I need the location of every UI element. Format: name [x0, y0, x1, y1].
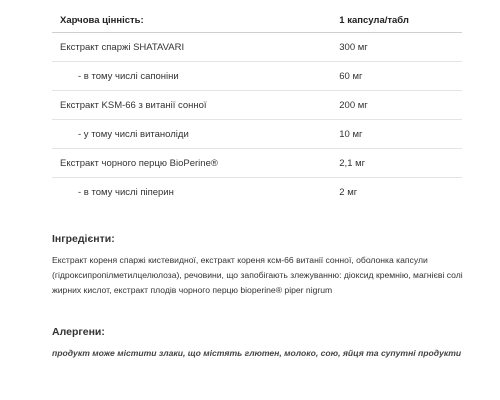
row-name: - в тому числі піперин [78, 186, 174, 198]
row-amount: 300 мг [339, 41, 368, 53]
nutrition-table-header [52, 8, 462, 33]
ingredients-text: Екстракт кореня спаржі кистевидної, екстракт кореня ксм-66 витанії сонної, оболонка капсули (гідроксипропілметилцелюлоза), речовини, що запобігають злежуванню: діоксид кремнію, магнієві солі жирних кислот, екстракт плодів чорного перцю bioperine® piper nigrum [52, 255, 463, 295]
row-amount: 60 мг [339, 70, 363, 82]
row-name: - у тому числі витаноліди [78, 128, 189, 140]
row-amount: 10 мг [339, 128, 363, 140]
table-row [52, 62, 462, 91]
table-row [52, 178, 462, 207]
nutrition-header-name: Харчова цінність: [60, 14, 144, 26]
row-name: Екстракт спаржі SHATAVARI [60, 41, 185, 53]
allergens-text: продукт може містити злаки, що містять глютен, молоко, сою, яйця та супутні продукти [52, 348, 462, 358]
allergens-heading: Алергени: [52, 326, 105, 338]
ingredients-heading: Інгредієнти: [52, 233, 115, 245]
nutrition-header-amount: 1 капсула/табл [339, 14, 409, 26]
nutrition-table [52, 8, 462, 206]
allergens-section [52, 326, 472, 338]
row-amount: 200 мг [339, 99, 368, 111]
table-row [52, 91, 462, 120]
row-amount: 2 мг [339, 186, 358, 198]
table-row [52, 149, 462, 178]
row-amount: 2,1 мг [339, 157, 366, 169]
row-name: Екстракт чорного перцю BioPerine® [60, 157, 218, 169]
row-name: - в тому числі сапоніни [78, 70, 179, 82]
ingredients-section [52, 233, 472, 245]
row-name: Екстракт KSM-66 з витанії сонної [60, 99, 207, 111]
table-row [52, 33, 462, 62]
table-row [52, 120, 462, 149]
